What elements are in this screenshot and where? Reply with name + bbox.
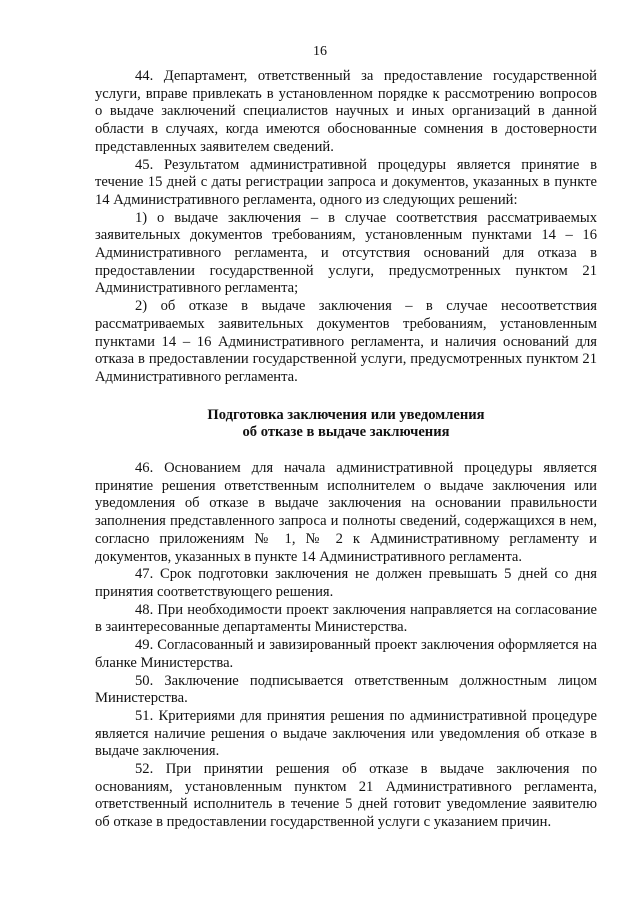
paragraph-45-item-2: 2) об отказе в выдаче заключения – в случае несоответствия рассматриваемых заявительных документов требованиям, установленным пунктами 14 – 16 Административного регламента, и наличия оснований для отказа в предоставлении государственной услуги, предусмотренных пунктом 21 Административного регламента.	[95, 298, 597, 385]
paragraph-50: 50. Заключение подписывается ответственным должностным лицом Министерства.	[95, 672, 597, 707]
section-heading-line-1: Подготовка заключения или уведомления	[207, 406, 485, 423]
paragraph-49: 49. Согласованный и завизированный проект заключения оформляется на бланке Министерства.	[95, 637, 597, 671]
paragraph-52: 52. При принятии решения об отказе в выдаче заключения по основаниям, установленным пунктом 21 Административного регламента, ответственный исполнитель в течение 5 дней готовит уведомление заявителю об отказе в предоставлении государственной услуги с указанием причин.	[95, 761, 597, 831]
paragraph-45-item-1: 1) о выдаче заключения – в случае соответствия рассматриваемых заявительных документов требованиям, установленным пунктами 14 – 16 Административного регламента, и отсутствия оснований для отказа в предоставлении государственной услуги, предусмотренных пунктом 21 Административного регламента;	[95, 209, 597, 297]
section-heading-line-2: об отказе в выдаче заключения	[242, 424, 450, 441]
paragraph-45: 45. Результатом административной процедуры является принятие в течение 15 дней с даты регистрации запроса и документов, указанных в пункте 14 Административного регламента, одного из следующих решений:	[95, 156, 597, 208]
paragraph-48: 48. При необходимости проект заключения направляется на согласование в заинтересованные департаменты Министерства.	[95, 601, 597, 636]
paragraph-46: 46. Основанием для начала административной процедуры является принятие решения ответственным исполнителем о выдаче заключения или уведомления об отказе в выдаче заключения на основании правильности заполнения представленного запроса и полноты сведений, содержащихся в нем, согласно приложениям № 1, № 2 к Административному регламенту и документов, указанных в пункте 14 Административного регламента.	[95, 460, 597, 565]
document-body	[95, 68, 597, 832]
paragraph-44: 44. Департамент, ответственный за предоставление государственной услуги, вправе привлекать в установленном порядке к рассмотрению вопросов о выдаче заключений специалистов научных и иных организаций в данной области в случаях, когда имеются обоснованные сомнения в достоверности представленных заявителем сведений.	[95, 68, 597, 155]
paragraph-51: 51. Критериями для принятия решения по административной процедуре является наличие решения о выдаче заключения или уведомления об отказе в выдаче заключения.	[95, 707, 597, 760]
section-heading	[95, 407, 597, 442]
page-number: 16	[313, 44, 327, 59]
paragraph-47: 47. Срок подготовки заключения не должен превышать 5 дней со дня принятия соответствующего решения.	[95, 566, 597, 600]
